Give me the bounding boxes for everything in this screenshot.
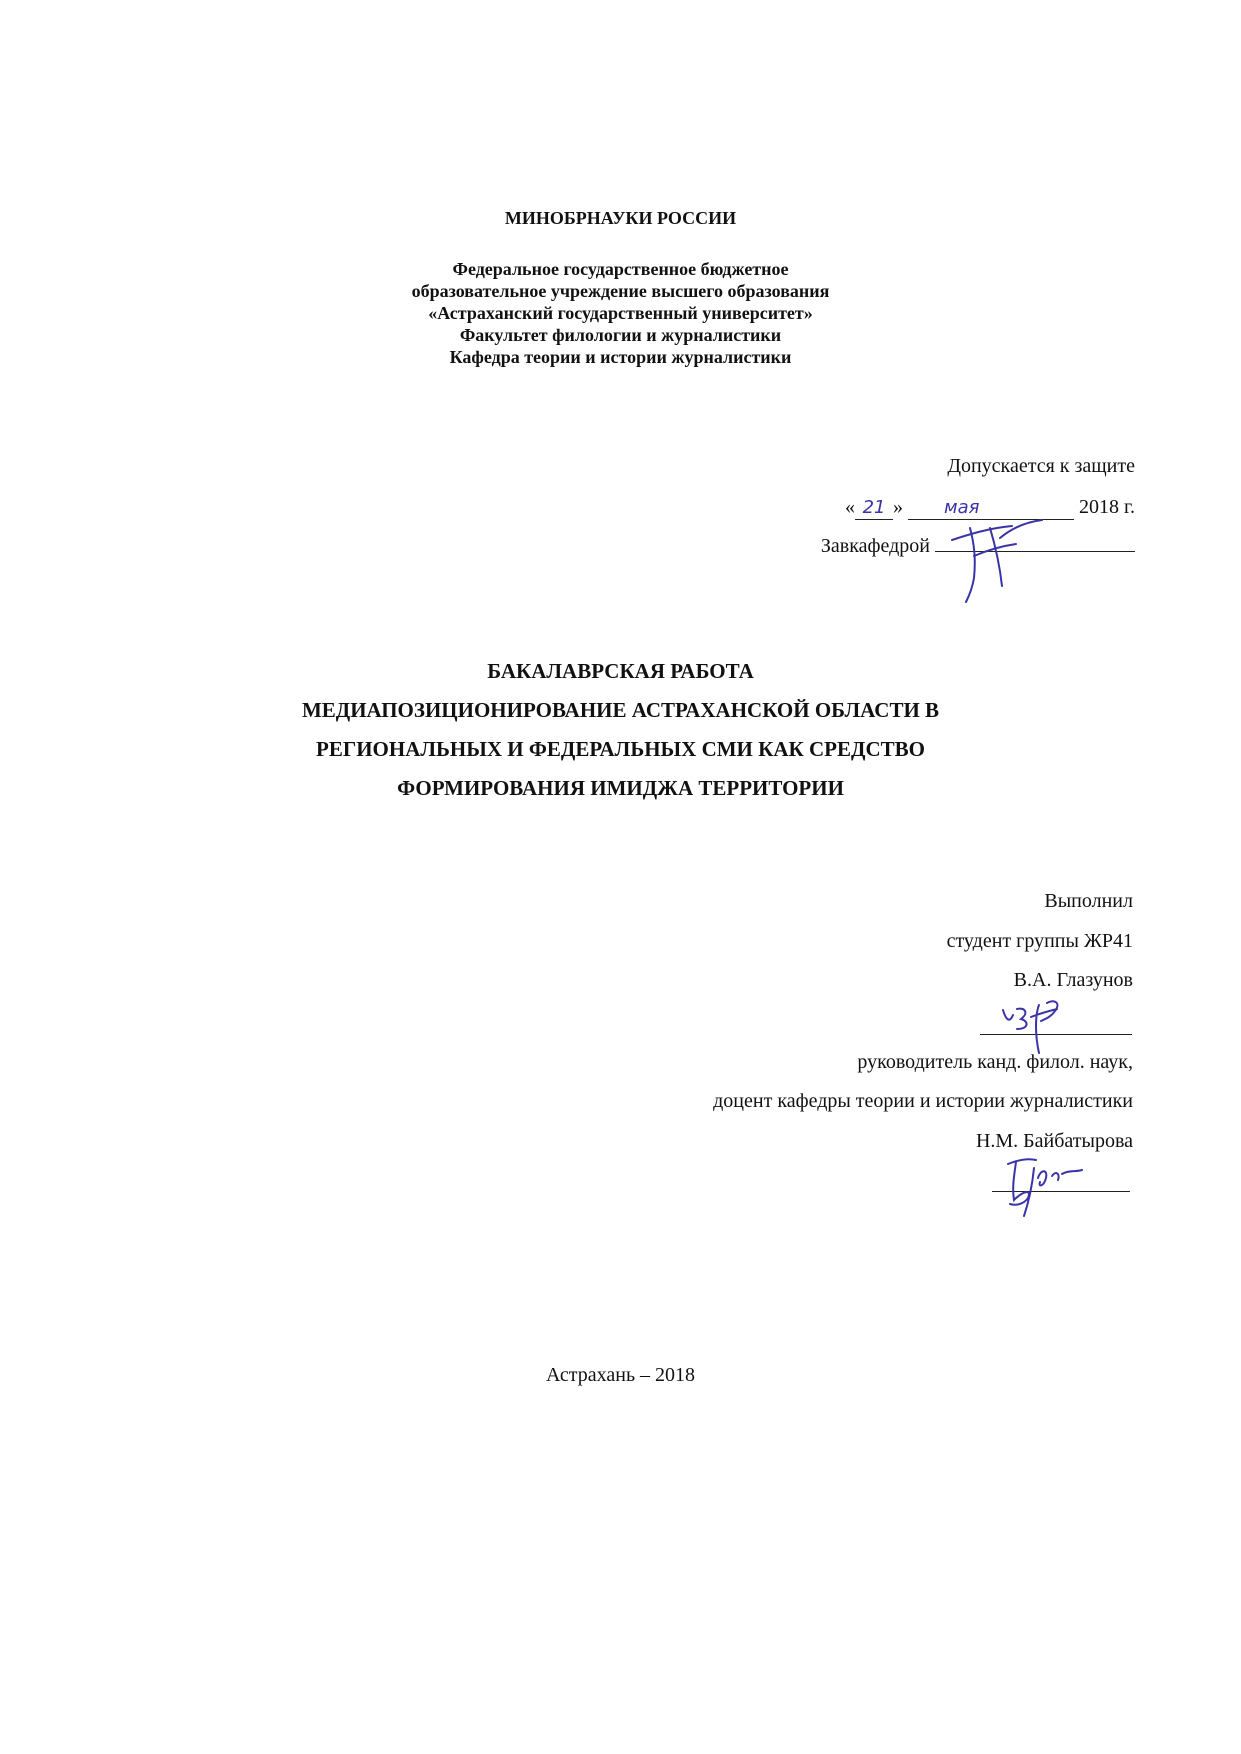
head-of-department-label: Завкафедрой xyxy=(820,535,930,557)
supervisor-title: руководитель канд. филол. наук, xyxy=(857,1051,1133,1073)
title-line-2: РЕГИОНАЛЬНЫХ И ФЕДЕРАЛЬНЫХ СМИ КАК СРЕДСТВО xyxy=(316,737,925,761)
head-signature-image xyxy=(930,498,1060,608)
supervisor-name: Н.М. Байбатырова xyxy=(975,1130,1133,1152)
date-year: 2018 г. xyxy=(1079,496,1135,518)
org-line-3: «Астраханский государственный университет» xyxy=(428,303,813,323)
date-day-field xyxy=(855,496,893,520)
student-name: В.А. Глазунов xyxy=(1013,969,1133,991)
organization-block xyxy=(0,258,1241,368)
ministry-heading: МИНОБРНАУКИ РОССИИ xyxy=(504,208,737,228)
city-and-year: Астрахань – 2018 xyxy=(545,1364,696,1386)
title-line-3: ФОРМИРОВАНИЯ ИМИДЖА ТЕРРИТОРИИ xyxy=(397,776,844,800)
supervisor-position: доцент кафедры теории и истории журналистики xyxy=(713,1090,1133,1112)
date-day-handwritten: 21 xyxy=(862,497,886,518)
org-line-1: Федеральное государственное бюджетное xyxy=(452,259,789,279)
org-line-4: Факультет филологии и журналистики xyxy=(459,325,782,345)
date-month-handwritten: мая xyxy=(944,497,980,518)
org-line-2: образовательное учреждение высшего образования xyxy=(411,281,830,301)
performed-by-label: Выполнил xyxy=(1044,890,1133,912)
title-line-1: МЕДИАПОЗИЦИОНИРОВАНИЕ АСТРАХАНСКОЙ ОБЛАСТИ В xyxy=(301,698,940,722)
admitted-label: Допускается к защите xyxy=(947,455,1135,477)
supervisor-signature-image xyxy=(998,1148,1108,1220)
thesis-title-block xyxy=(0,652,1241,808)
student-group: студент группы ЖР41 xyxy=(946,930,1133,952)
date-open-quote: « xyxy=(845,496,856,518)
work-type: БАКАЛАВРСКАЯ РАБОТА xyxy=(487,659,754,683)
date-close-quote: » xyxy=(893,496,904,518)
org-line-5: Кафедра теории и истории журналистики xyxy=(449,347,792,367)
